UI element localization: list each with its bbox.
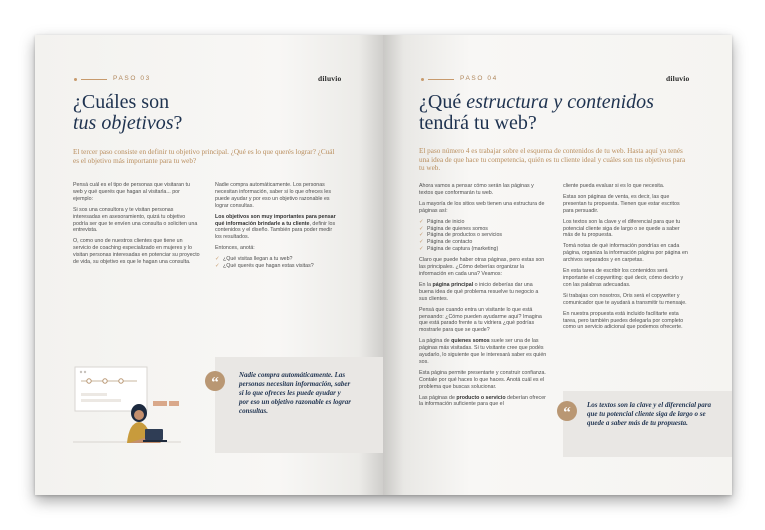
quote-icon: “	[557, 401, 577, 421]
paragraph: La mayoría de los sitios web tienen una estructura de páginas así:	[419, 200, 545, 214]
check-item: ✓ ¿Qué querés que hagan estas visitas?	[215, 263, 339, 270]
paragraph: En nuestra propuesta está incluido facilitarte esta tarea, pero también puedes delegarla por completo como un servicio adicional que podemos ofrecerte.	[563, 310, 684, 331]
quote-text: Nadie compra automáticamente. Las personas necesitan información, saber si lo que ofreces les puede ayudar y por eso un objetivo razonable es lograr consultas.	[239, 371, 352, 415]
text: deberían ofrecer la información suficiente para que el	[419, 394, 546, 408]
paso-dot	[421, 78, 424, 81]
text: Las páginas de	[419, 394, 457, 401]
bold-text: producto o servicio	[456, 394, 506, 401]
paso-line	[81, 79, 107, 80]
paragraph: Estas son páginas de venta, es decir, las que presentan tu propuesta. Tienen que estar escritos para persuadir.	[563, 193, 680, 214]
bold-text: quienes somos	[451, 338, 490, 345]
paragraph: Si trabajas con nosotros, Oris será el copywriter y comunicador que te ayudará a transmitir tu mensaje.	[563, 292, 687, 306]
title-italic: estructura y contenidos	[466, 91, 654, 113]
text: , definir los contenidos y el diseño. También para poder medir los resultados.	[215, 220, 336, 241]
check-item: ✓ Página de productos o servicios	[419, 232, 547, 239]
step-label: PASO 04	[460, 75, 498, 82]
bold-text: Los objetivos son muy importantes para pensar qué información brindarle a tu cliente	[215, 213, 336, 227]
title-line-2	[73, 113, 333, 134]
title-line-1	[419, 92, 709, 113]
right-column-1	[419, 183, 547, 412]
check-item: ✓ Página de contacto	[419, 239, 547, 246]
quote-box	[211, 357, 383, 453]
title-text: ¿Qué	[419, 91, 462, 113]
paragraph	[419, 282, 547, 303]
paragraph: Pensá que cuando entra un visitante lo que está pensando: ¿Cómo pueden ayudarme aquí? Imagina que está parado frente a tu vidriera ¿qué podrías mostrarle para que se quede?	[419, 306, 542, 334]
brand-logo: diluvio	[318, 74, 342, 83]
title-question-mark: ?	[173, 112, 183, 134]
right-page	[383, 35, 732, 495]
brand-logo: diluvio	[666, 74, 690, 83]
page-title	[73, 92, 333, 134]
paragraph: O, como uno de nuestros clientes que tiene un servicio de coaching especializado en mujeres y lo visitan personas interesadas en potenciar su proyecto de vida, su objetivo es que le hagan una consulta.	[73, 238, 200, 266]
paragraph	[419, 338, 547, 366]
paragraph: cliente pueda evaluar si es lo que necesita.	[563, 183, 665, 189]
check-item: ✓ Página de captura (marketing)	[419, 246, 547, 253]
paragraph: Tomá notas de qué información pondrías en cada página, organiza la información página por página en archivos separados y en carpetas.	[563, 243, 688, 264]
left-page	[35, 35, 383, 495]
left-column-1	[73, 182, 201, 270]
text: suele ser una de las páginas más visitadas. Si tu visitante cree que podés ayudarlo, lo siguiente que le interesará saber es quién sos.	[419, 338, 547, 365]
paragraph: Claro que puede haber otras páginas, pero estas son las principales. ¿Cómo deberías organizar la información en cada una? Veamos:	[419, 257, 545, 277]
paragraph: En esta tarea de escribir los contenidos será importante el copywriting: qué decir, cómo decirlo y con las palabras adecuadas.	[563, 268, 684, 288]
check-item: ✓ Página de inicio	[419, 219, 547, 226]
paragraph	[215, 214, 339, 242]
paragraph: Entonces, anotá:	[215, 245, 255, 252]
bold-text: página principal	[432, 281, 474, 288]
intro-text: El tercer paso consiste en definir tu objetivo principal. ¿Qué es lo que querés lograr? ¿Cuál es el objetivo más importante para tu web?	[73, 148, 335, 165]
left-column-2	[215, 182, 339, 270]
paragraph: Si sos una consultora y te visitan personas interesadas en asesoramiento, quizá tu objetivo podría ser que te envíen una consulta o soliciten una entrevista.	[73, 206, 198, 234]
checklist	[215, 256, 339, 270]
quote-box	[563, 391, 732, 457]
title-italic: tus objetivos	[73, 112, 174, 134]
paragraph: Los textos son la clave y el diferencial para que tu potencial cliente siga de largo o se quede a saber más de tu propuesta.	[563, 218, 681, 239]
paragraph	[419, 395, 547, 409]
paso-line	[428, 79, 454, 80]
title-line-1: ¿Cuáles son	[73, 91, 170, 113]
right-column-2	[563, 183, 691, 335]
woman-laptop-illustration	[73, 365, 183, 447]
text: o inicio deberías dar una buena idea de qué problema resuelve tu negocio a sus clientes.	[419, 281, 539, 302]
paso-dot	[74, 78, 77, 81]
paragraph: Ahora vamos a pensar cómo serán las páginas y textos que conformarán tu web.	[419, 183, 534, 196]
open-brochure	[35, 35, 732, 495]
check-item: ✓ Página de quienes somos	[419, 226, 547, 233]
paragraph: Esta página permite presentarte y construir confianza. Contale por qué haces lo que haces. Anotá cuál es el problema que buscas solucionar.	[419, 369, 546, 390]
quote-icon: “	[205, 371, 225, 391]
paragraph: Nadie compra automáticamente. Los personas necesitan información, saber si lo que ofreces les puede ayudar y por eso un objetivo razonable es lograr consultas.	[215, 182, 332, 209]
intro-text: El paso número 4 es trabajar sobre el esquema de contenidos de tu web. Hasta aquí ya tenés una idea de que hace tu competencia, quién es tu cliente ideal y cuáles son tus objetivos para tu web.	[419, 147, 686, 173]
check-item: ✓ ¿Qué visitas llegan a tu web?	[215, 256, 339, 263]
page-title	[419, 92, 709, 134]
text: En la	[419, 281, 433, 288]
paragraph: Pensá cuál es el tipo de personas que visitaran tu web y qué querés que hagan al visitarla... por ejemplo:	[73, 182, 190, 202]
checklist	[419, 219, 547, 254]
title-line-2: tendrá tu web?	[419, 112, 537, 134]
quote-text: Los textos son la clave y el diferencial para que tu potencial cliente siga de largo o se quede a saber más de tu propuesta.	[587, 401, 712, 427]
step-label: PASO 03	[113, 75, 151, 82]
text: La página de	[419, 338, 452, 345]
